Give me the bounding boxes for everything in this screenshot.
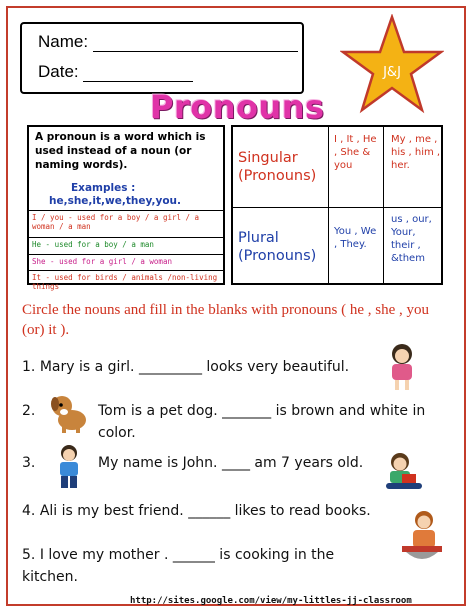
question-number: 1. <box>22 359 36 375</box>
question-2 <box>98 400 443 444</box>
plural-label: Plural (Pronouns) <box>238 230 317 264</box>
usage-row-i-you: I / you - used for a boy / a girl / a woman / a man <box>29 210 223 237</box>
usage-row-it: It - used for birds / animals /non-living things <box>29 270 223 285</box>
divider <box>328 127 329 283</box>
name-field[interactable] <box>38 32 298 52</box>
name-line[interactable] <box>93 51 298 52</box>
usage-row-she: She - used for a girl / a woman <box>29 254 223 270</box>
question-3-number <box>22 452 35 474</box>
question-5 <box>22 544 367 588</box>
reading-boy-illustration <box>378 452 430 496</box>
question-text: Tom is a pet dog. _______ is brown and white in color. <box>98 403 426 441</box>
pronoun-types-box <box>231 125 443 285</box>
question-number: 5. <box>22 547 36 563</box>
boy-illustration <box>52 444 86 490</box>
question-1 <box>22 356 362 378</box>
instruction-text: Circle the nouns and fill in the blanks with pronouns ( he , she , you (or) it ). <box>22 302 430 338</box>
question-3 <box>98 452 388 474</box>
singular-subject-pronouns: I , It , He , She & you <box>334 134 377 171</box>
question-number: 3. <box>22 455 36 471</box>
definition-text: A pronoun is a word which is used instead of a noun (or naming words). <box>35 131 206 171</box>
singular-label: Singular (Pronouns) <box>238 150 317 184</box>
girl-illustration <box>380 342 424 392</box>
question-text: I love my mother . ______ is cooking in the kitchen. <box>22 547 335 585</box>
question-number: 2. <box>22 403 36 419</box>
divider <box>233 207 441 208</box>
singular-object-pronouns: My , me , his , him , her. <box>391 134 441 171</box>
star-logo <box>340 14 444 118</box>
mother-cooking-illustration <box>398 510 450 568</box>
date-field[interactable] <box>38 62 193 82</box>
question-number: 4. <box>22 503 36 519</box>
name-label: Name: <box>38 32 89 51</box>
date-label: Date: <box>38 62 79 81</box>
definition-box <box>27 125 225 291</box>
star-text: J&J <box>383 65 401 80</box>
examples-label: Examples : <box>71 182 136 194</box>
dog-illustration <box>48 392 92 434</box>
date-line[interactable] <box>83 81 193 82</box>
examples-list: he,she,it,we,they,you. <box>49 195 181 207</box>
plural-object-pronouns: us , our, Your, their , &them <box>391 214 432 264</box>
question-4 <box>22 500 382 522</box>
footer-url[interactable]: http://sites.google.com/view/my-littles-jj-classroom <box>130 596 412 606</box>
question-text: Mary is a girl. _________ looks very beautiful. <box>39 359 350 375</box>
star-shape <box>343 17 441 110</box>
question-text: Ali is my best friend. ______ likes to read books. <box>39 503 371 519</box>
plural-subject-pronouns: You , We , They. <box>334 226 377 250</box>
page-title: Pronouns <box>150 88 325 126</box>
divider <box>383 127 384 283</box>
usage-row-he: He - used for a boy / a man <box>29 237 223 254</box>
question-text: My name is John. ____ am 7 years old. <box>98 455 364 471</box>
name-date-box <box>20 22 304 94</box>
